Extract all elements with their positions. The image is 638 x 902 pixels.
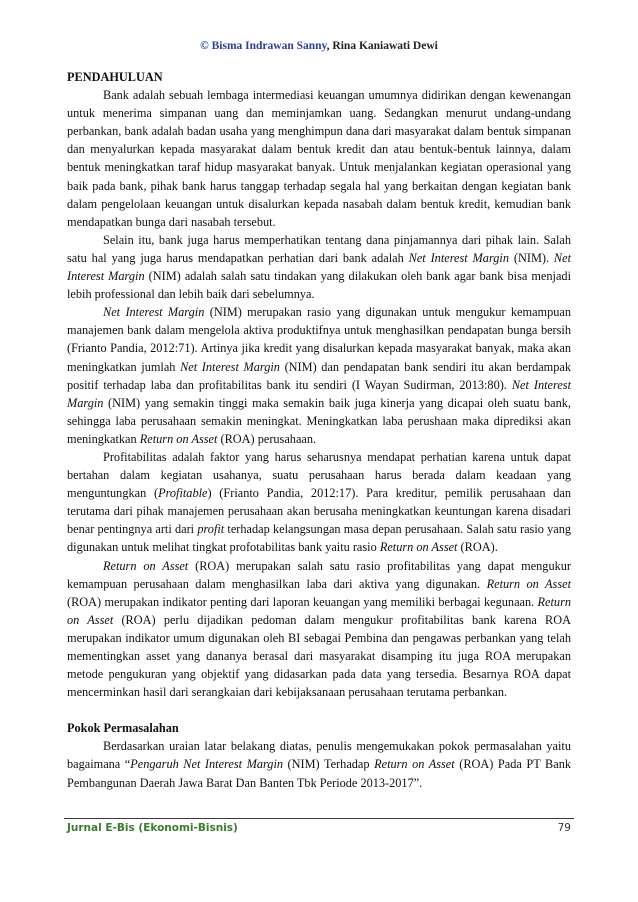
italic-term: profit [197,522,225,537]
italic-term: Return on Asset [379,540,458,555]
paragraph [67,231,571,303]
text-run: (NIM) yang semakin tinggi maka semakin baik juga kinerja yang dicapai oleh suatu bank, sehingga laba perusahaan semakin meningkat. Meningkatkan laba perushaan maka diprediksi akan meningkatkan [67,395,571,446]
text-run: (ROA) merupakan indikator penting dari laporan keuangan yang memiliki berbagai kegunaan. [67,594,538,609]
text-run: Profitabilitas adalah faktor yang harus seharusnya mendapat perhatian karena untuk dapat bertahan dalam kegiatan usahanya, suatu perusahaan harus berada dalam keadaan yang menguntungkan ( [67,449,571,501]
section-heading-pokok-permasalahan: Pokok Permasalahan [67,721,179,736]
italic-term: Return on Asset [374,757,455,772]
italic-term: Net Interest Margin [103,305,205,320]
text-run: (ROA). [457,540,498,555]
italic-term: Net Interest Margin [180,359,280,374]
italic-term: Return on Asset [486,576,571,591]
paragraph [67,448,571,557]
text-run: ) (Frianto Pandia, 2012:17). Para kreditur, pemilik perusahaan dan terutama dari pihak manajemen perusahaan akan berusaha meningkatkan keuntungan karena disadari benar pentingnya arti dari [67,486,572,537]
italic-term: Profitable [158,486,208,501]
paragraph [67,557,571,702]
journal-name: Jurnal E-Bis (Ekonomi-Bisnis) [67,822,238,834]
article-body [67,68,571,792]
text-run: terhadap kelangsungan masa depan perusahaan. Salah satu rasio yang digunakan untuk melihat tingkat profotabilitas bank yaitu rasio [67,522,572,555]
italic-term: Return on Asset [67,594,571,627]
italic-term: Net Interest Margin [67,250,571,284]
section-spacer [67,701,571,719]
italic-term: Net Interest Margin [67,377,571,410]
text-run: (ROA) perusahaan. [217,431,317,446]
author-name-2: Rina Kaniawati Dewi [332,40,438,52]
text-run: Berdasarkan uraian latar belakang diatas, penulis mengemukakan pokok permasalahan yaitu bagaimana “ [67,739,571,772]
text-run: Bank adalah sebuah lembaga intermediasi keuangan umumnya didirikan dengan kewenangan untuk menerima simpanan uang dan meminjamkan uang. Sedangkan menurut undang-undang perbankan, bank adalah badan usaha yang menghimpun dana dari masyarakat dalam bentuk simpanan dan menyalurkan kepada masyarakat dalam bentuk kredit dan atau bentuk-bentuk lainnya, dalam bentuk meningkatkan taraf hidup masyarakat banyak. Untuk menjalankan kegiatan operasional yang baik pada bank, pihak bank harus tanggap terhadap segala hal yang berkaitan dengan kegiatan bank dalam pengelolaan keuangan untuk disalurkan kepada nasabah dalam bentuk kredit, kemudian bank mendapatkan bunga dari nasabah tersebut. [67,88,571,229]
italic-term: Pengaruh Net Interest Margin [130,757,284,772]
paragraph [67,303,571,448]
text-run: Selain itu, bank juga harus memperhatikan tentang dana pinjamannya dari pihak lain. Salah satu hal yang juga harus mendapatkan perhatian dari bank adalah [67,232,571,265]
running-header [0,40,638,52]
footer-divider [64,818,574,819]
paragraph [67,86,571,231]
text-run: (NIM) Terhadap [283,757,375,772]
author-separator: , [326,40,330,52]
text-run: (NIM) adalah salah satu tindakan yang dilakukan oleh bank agar bank bisa menjadi lebih professional dan lebih baik dari sebelumnya. [67,269,571,302]
text-run: (ROA) perlu dijadikan pedoman dalam mengukur profitabilitas bank karena ROA merupakan indikator umum digunakan oleh BI sebagai Pembina dan pengawas perbankan yang telah mementingkan asset yang dananya berasal dari masyarakat disamping itu juga ROA merupakan metode pengukuran yang objektif yang didasarkan pada data yang tersedia. Besarnya ROA dapat mencerminkan hasil dari serangkaian dari kebijaksanaan perusahaan terutama perbankan. [67,612,571,700]
page-footer [67,822,571,834]
italic-term: Net Interest Margin [408,250,509,265]
text-run: (NIM) dan pendapatan bank sendiri itu akan berdampak positif terhadap laba dan profitabilitas bank itu sendiri (I Wayan Sudirman, 2013:80). [67,359,571,392]
text-run: (NIM). [509,250,554,265]
section-pokok-permasalahan [67,737,571,791]
copyright-symbol: © [200,40,209,52]
text-run: (ROA) Pada PT Bank Pembangunan Daerah Jawa Barat Dan Banten Tbk Periode 2013-2017”. [67,757,571,790]
italic-term: Return on Asset [139,431,218,446]
italic-term: Return on Asset [103,558,189,573]
paragraph [67,737,571,791]
section-pendahuluan [67,86,571,701]
author-name-1: Bisma Indrawan Sanny [211,40,327,52]
text-run: (NIM) merupakan rasio yang digunakan untuk mengukur kemampuan manajemen bank dalam mengelola aktiva produktifnya untuk menghasilkan pendapatan bunga bersih (Frianto Pandia, 2012:71). Artinya jika kredit yang disalurkan kepada masyarakat banyak, maka akan meningkatkan jumlah [67,305,571,374]
page-number: 79 [557,822,571,834]
text-run: (ROA) merupakan salah satu rasio profitabilitas yang dapat mengukur kemampuan perusahaan dalam menghasilkan laba dari aktiva yang digunakan. [67,558,571,591]
section-heading-pendahuluan: PENDAHULUAN [67,70,163,84]
